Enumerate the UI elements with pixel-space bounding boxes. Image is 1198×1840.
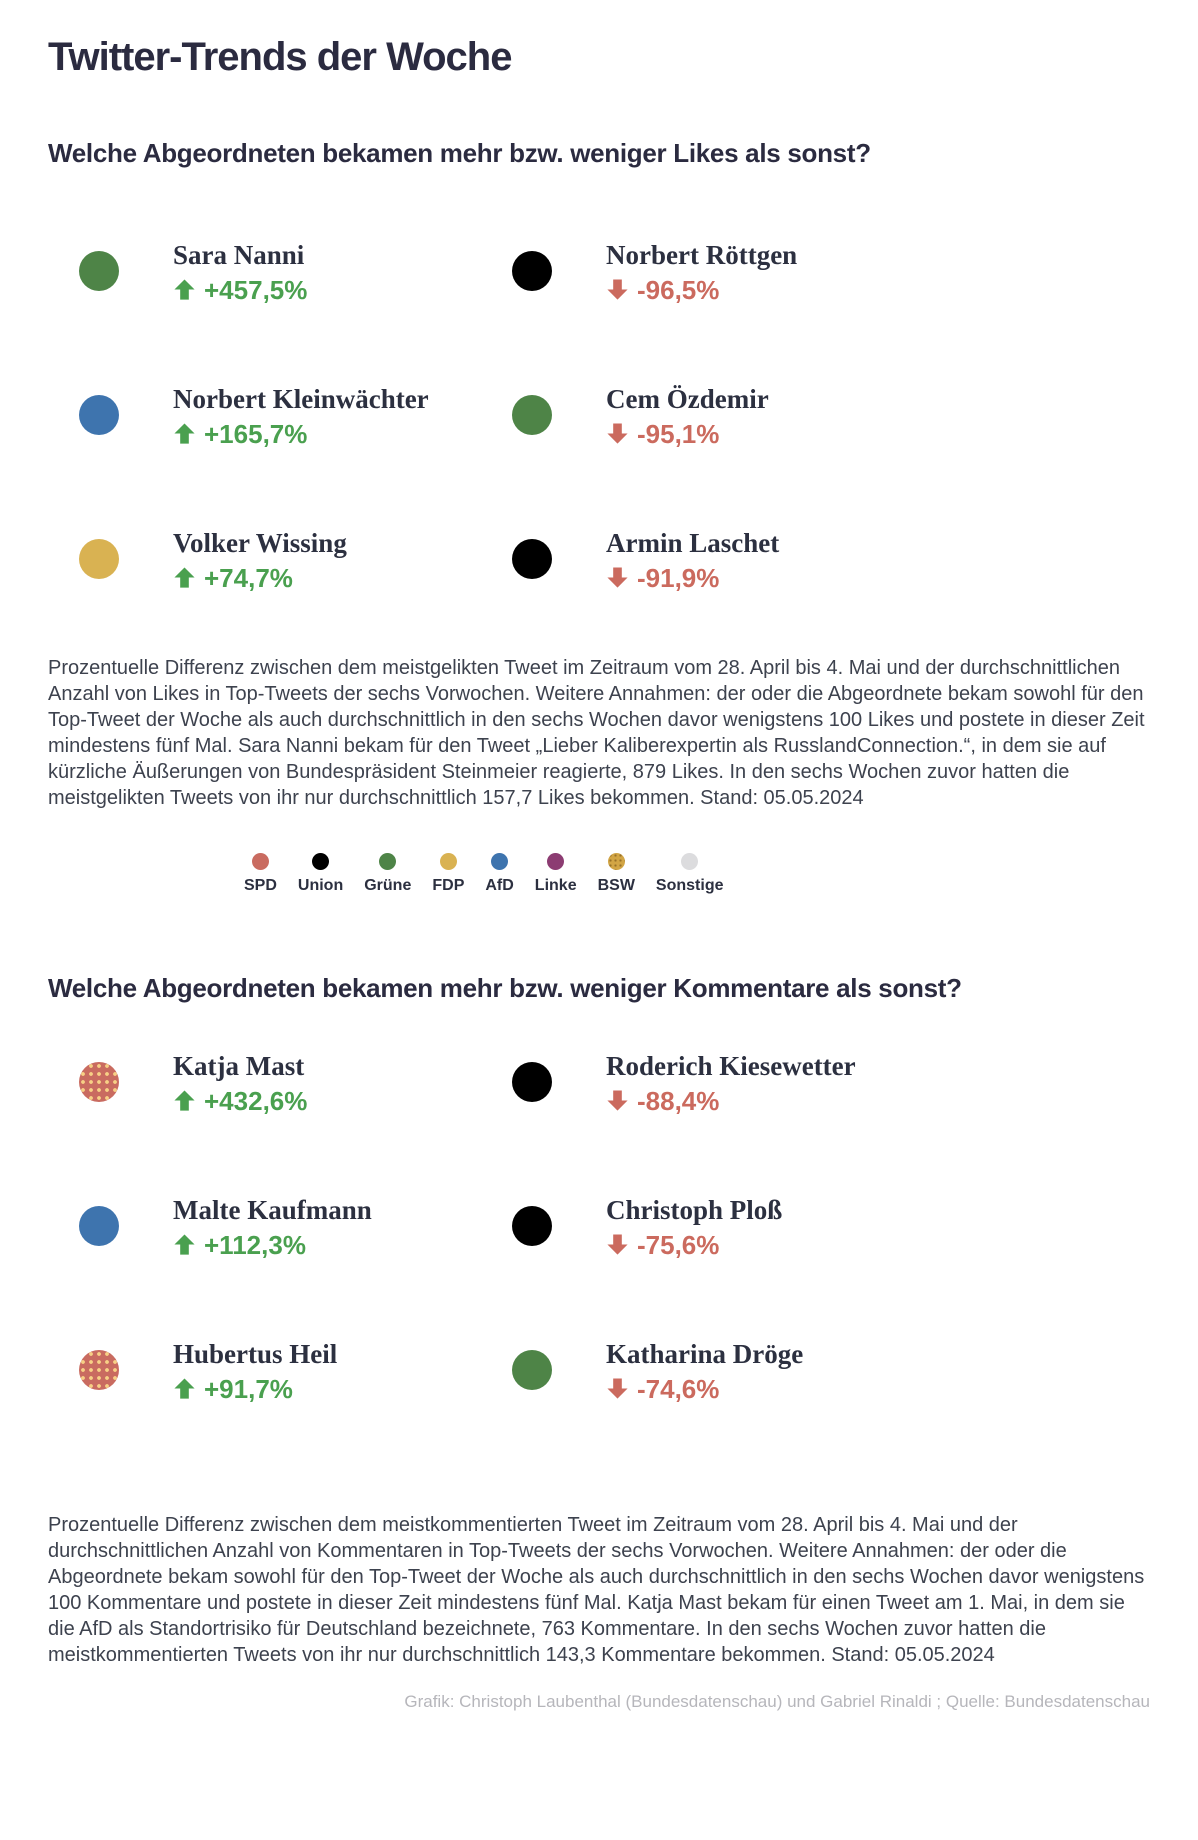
legend-dot-fdp [440, 853, 457, 870]
entry-text [606, 384, 769, 447]
politician-name: Norbert Röttgen [606, 239, 798, 270]
entry-roderich-kiesewetter [481, 1010, 1150, 1154]
change-value: +432,6% [204, 1085, 308, 1116]
change-row [173, 274, 308, 305]
change-row [606, 274, 797, 305]
legend-dot-union [312, 853, 329, 870]
party-dot-gruene [79, 251, 119, 291]
change-row [173, 1229, 372, 1260]
arrow-up-icon [173, 278, 196, 301]
footer-credit: Grafik: Christoph Laubenthal (Bundesdatenschau) und Gabriel Rinaldi ; Quelle: Bundesdatenschau [404, 1692, 1150, 1712]
likes-footnote: Prozentuelle Differenz zwischen dem meistgelikten Tweet im Zeitraum vom 28. April bis 4. Mai und der durchschnittlichen Anzahl von Likes in Top-Tweets der sechs Vorwochen. Weitere Annahmen: der oder die Abgeordnete bekam sowohl für den Top-Tweet der Woche als auch durchschnittlich in den sechs Wochen davor wenigstens 100 Likes und postete in dieser Zeit mindestens fünf Mal. Sara Nanni bekam für den Tweet „Lieber Kaliberexpertin als RusslandConnection.“, in dem sie auf kürzliche Äußerungen von Bundespräsident Steinmeier reagierte, 879 Likes. In den sechs Wochen zuvor hatten die meistgelikten Tweets von ihr nur durchschnittlich 157,7 Likes bekommen. Stand: 05.05.2024 [48, 657, 1145, 810]
legend-item-gruene [364, 853, 411, 895]
politician-name: Armin Laschet [606, 527, 780, 558]
politician-name: Sara Nanni [173, 239, 305, 270]
change-value: -96,5% [637, 274, 720, 305]
entry-christoph-ploss [481, 1154, 1150, 1298]
change-row [606, 562, 779, 593]
entry-text [606, 1195, 782, 1258]
legend-label: AfD [485, 877, 514, 895]
politician-name: Cem Özdemir [606, 383, 769, 414]
party-dot-fdp [79, 539, 119, 579]
change-value: -91,9% [637, 562, 720, 593]
entry-norbert-kleinwaechter [48, 343, 481, 487]
politician-name: Malte Kaufmann [173, 1194, 372, 1225]
change-value: +91,7% [204, 1373, 293, 1404]
arrow-down-icon [606, 1089, 629, 1112]
arrow-up-icon [173, 422, 196, 445]
legend-label: SPD [244, 877, 277, 895]
comments-footnote: Prozentuelle Differenz zwischen dem meistkommentierten Tweet im Zeitraum vom 28. April bis 4. Mai und der durchschnittlichen Anzahl von Kommentaren in Top-Tweets der sechs Vorwochen. Weitere Annahmen: der oder die Abgeordnete bekam sowohl für den Top-Tweet der Woche als auch durchschnittlich in den sechs Wochen davor wenigstens 100 Kommentare und postete in dieser Zeit mindestens fünf Mal. Katja Mast bekam für einen Tweet am 1. Mai, in dem sie die AfD als Standortrisiko für Deutschland bezeichnete, 763 Kommentare. In den sechs Wochen zuvor hatten die meistkommentierten Tweets von ihr nur durchschnittlich 143,3 Kommentare bekommen. Stand: 05.05.2024 [48, 1514, 1145, 1667]
politician-name: Hubertus Heil [173, 1338, 338, 1369]
entry-armin-laschet [481, 487, 1150, 631]
entry-text [173, 1051, 307, 1114]
party-dot-union [512, 539, 552, 579]
change-value: -74,6% [637, 1373, 720, 1404]
legend-item-linke [535, 853, 577, 895]
legend-label: Union [297, 877, 344, 895]
entry-katja-mast [48, 1010, 481, 1154]
arrow-down-icon [606, 1233, 629, 1256]
politician-name: Volker Wissing [173, 527, 347, 558]
change-value: +112,3% [204, 1229, 306, 1260]
entry-text [606, 528, 779, 591]
change-value: -95,1% [637, 418, 720, 449]
entry-text [173, 1339, 337, 1402]
legend-label: BSW [597, 877, 635, 895]
legend-item-spd [244, 853, 277, 895]
entry-sara-nanni [48, 199, 481, 343]
arrow-up-icon [173, 1089, 196, 1112]
party-dot-afd [79, 1206, 119, 1246]
comments-entries-grid [48, 1010, 1150, 1442]
politician-name: Katja Mast [173, 1050, 305, 1081]
legend-label: Sonstige [655, 877, 724, 895]
entry-cem-oezdemir [481, 343, 1150, 487]
party-dot-union [512, 1062, 552, 1102]
party-dot-spd [79, 1062, 119, 1102]
legend-item-afd [485, 853, 513, 895]
change-row [173, 1373, 337, 1404]
change-row [606, 1085, 856, 1116]
arrow-down-icon [606, 566, 629, 589]
legend-dot-afd [491, 853, 508, 870]
change-row [173, 418, 429, 449]
section-heading-likes: Welche Abgeordneten bekamen mehr bzw. weniger Likes als sonst? [48, 138, 871, 168]
party-legend [244, 853, 1150, 895]
change-value: -75,6% [637, 1229, 720, 1260]
change-value: +165,7% [204, 418, 308, 449]
page-title: Twitter-Trends der Woche [48, 35, 512, 79]
entry-text [173, 528, 347, 591]
legend-dot-spd [252, 853, 269, 870]
entry-text [606, 1339, 803, 1402]
arrow-up-icon [173, 566, 196, 589]
party-dot-afd [79, 395, 119, 435]
entry-volker-wissing [48, 487, 481, 631]
arrow-up-icon [173, 1377, 196, 1400]
party-dot-spd [79, 1350, 119, 1390]
arrow-up-icon [173, 1233, 196, 1256]
arrow-down-icon [606, 1377, 629, 1400]
entry-malte-kaufmann [48, 1154, 481, 1298]
legend-dot-gruene [379, 853, 396, 870]
change-value: -88,4% [637, 1085, 720, 1116]
likes-entries-grid [48, 199, 1150, 631]
legend-item-sonstige [656, 853, 724, 895]
entry-katharina-droege [481, 1298, 1150, 1442]
change-row [173, 1085, 308, 1116]
politician-name: Christoph Ploß [606, 1194, 783, 1225]
change-value: +74,7% [204, 562, 293, 593]
entry-text [173, 1195, 372, 1258]
entry-hubertus-heil [48, 1298, 481, 1442]
politician-name: Norbert Kleinwächter [173, 383, 429, 414]
change-row [173, 562, 347, 593]
party-dot-union [512, 251, 552, 291]
arrow-down-icon [606, 422, 629, 445]
entry-text [173, 240, 307, 303]
entry-text [606, 1051, 856, 1114]
party-dot-union [512, 1206, 552, 1246]
legend-dot-sonstige [681, 853, 698, 870]
section-heading-comments: Welche Abgeordneten bekamen mehr bzw. weniger Kommentare als sonst? [48, 973, 962, 1004]
change-value: +457,5% [204, 274, 308, 305]
entry-text [173, 384, 429, 447]
change-row [606, 1373, 803, 1404]
legend-label: FDP [432, 877, 465, 895]
politician-name: Roderich Kiesewetter [606, 1050, 856, 1081]
legend-label: Grüne [364, 877, 412, 895]
politician-name: Katharina Dröge [606, 1338, 804, 1369]
arrow-down-icon [606, 278, 629, 301]
legend-dot-bsw [608, 853, 625, 870]
change-row [606, 418, 769, 449]
legend-item-bsw [598, 853, 635, 895]
entry-norbert-roettgen [481, 199, 1150, 343]
legend-label: Linke [534, 877, 577, 895]
party-dot-gruene [512, 395, 552, 435]
party-dot-gruene [512, 1350, 552, 1390]
legend-item-union [298, 853, 343, 895]
change-row [606, 1229, 782, 1260]
legend-dot-linke [547, 853, 564, 870]
legend-item-fdp [432, 853, 464, 895]
entry-text [606, 240, 797, 303]
